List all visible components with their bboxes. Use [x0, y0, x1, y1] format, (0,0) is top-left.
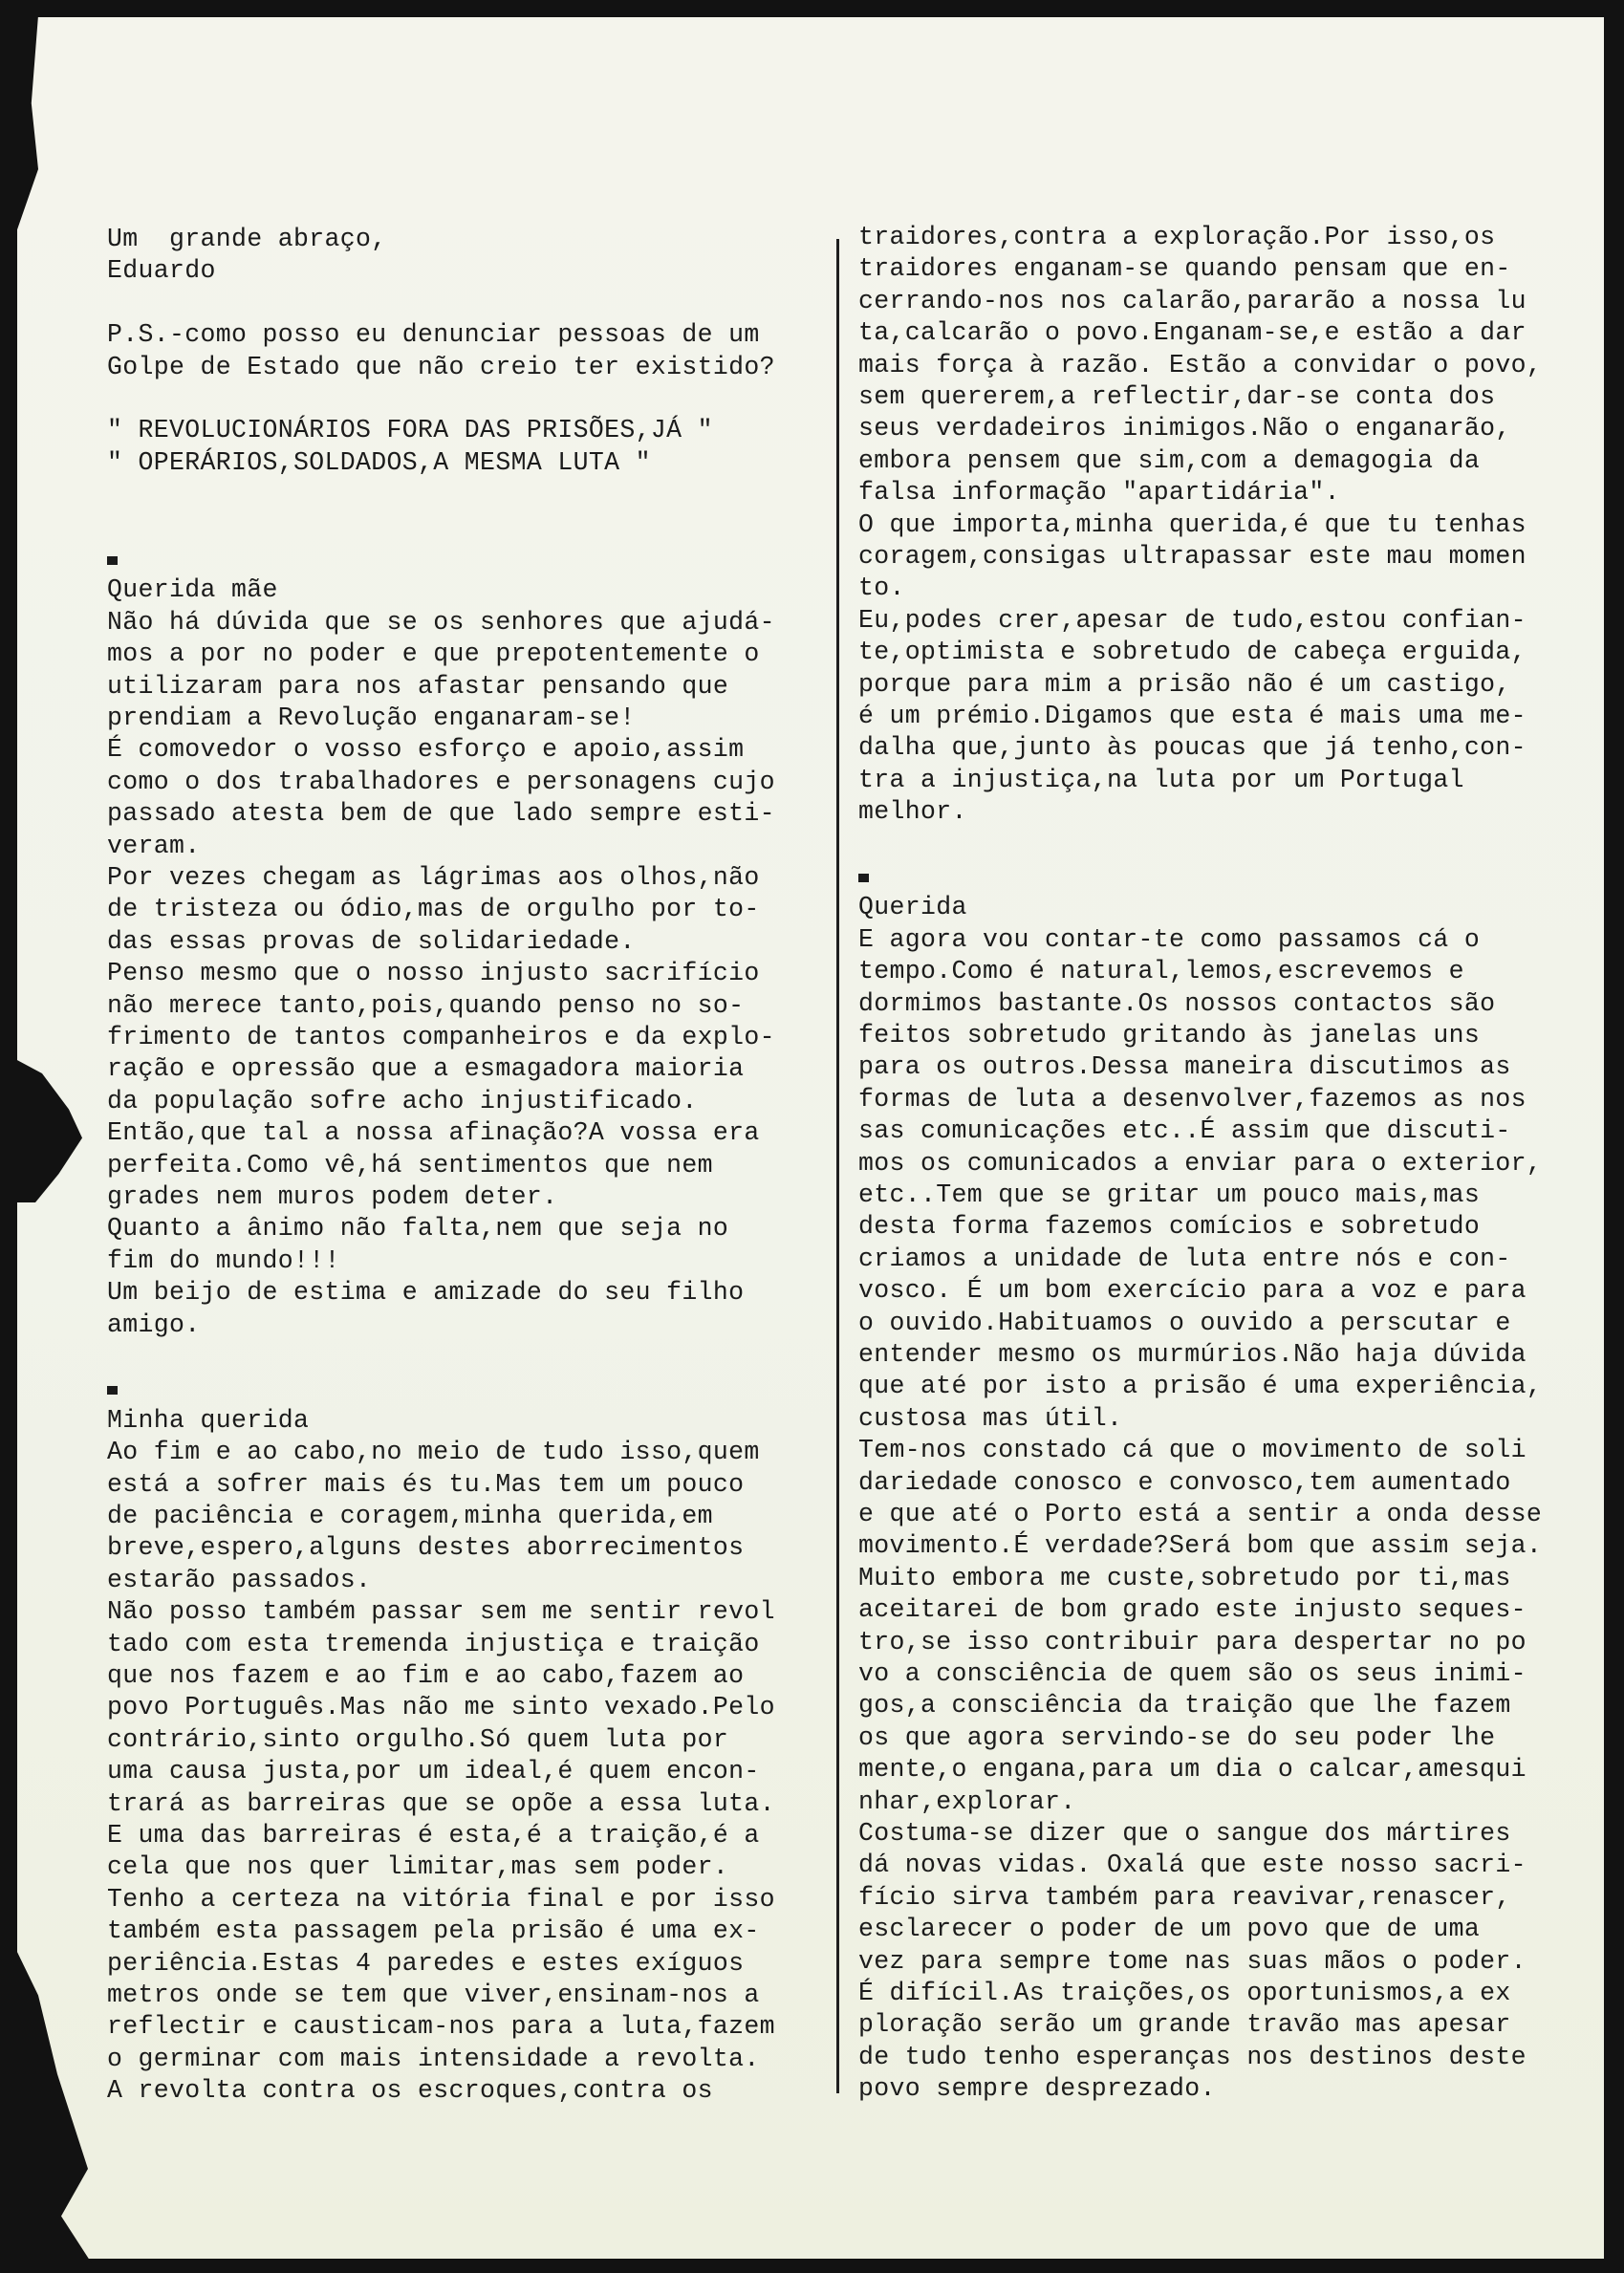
text-line: perfeita.Como vê,há sentimentos que nem [107, 1150, 713, 1180]
text-line: tempo.Como é natural,lemos,escrevemos e [858, 957, 1464, 986]
text-line: utilizaram para nos afastar pensando que [107, 671, 729, 701]
text-line: vez para sempre tome nas suas mãos o poder. [858, 1946, 1527, 1976]
text-line: A revolta contra os escroques,contra os [107, 2076, 713, 2106]
text-line: como o dos trabalhadores e personagens cujo [107, 767, 775, 796]
text-line: ração e opressão que a esmagadora maioria [107, 1054, 745, 1084]
text-line: seus verdadeiros inimigos.Não o enganarão, [858, 414, 1511, 444]
torn-edge-left-middle [15, 1059, 82, 1202]
text-line: de tudo tenho esperanças nos destinos deste [858, 2042, 1527, 2071]
text-line: o germinar com mais intensidade a revolta. [107, 2044, 760, 2073]
text-line: estarão passados. [107, 1565, 372, 1594]
text-line: de paciência e coragem,minha querida,em [107, 1502, 713, 1530]
text-line: desta forma fazemos comícios e sobretudo [858, 1212, 1481, 1242]
text-line: Então,que tal a nossa afinação?A vossa era [107, 1118, 760, 1148]
text-line: periência.Estas 4 paredes e estes exíguos [107, 1948, 745, 1978]
text-line: formas de luta a desenvolver,fazemos as nos [858, 1084, 1527, 1114]
text-line: para os outros.Dessa maneira discutimos as [858, 1052, 1511, 1082]
text-line: É difícil.As traições,os oportunismos,a ex [858, 1979, 1511, 2007]
text-line: coragem,consigas ultrapassar este mau momen [858, 542, 1527, 571]
text-line: " OPERÁRIOS,SOLDADOS,A MESMA LUTA " [107, 447, 651, 477]
text-line: movimento.É verdade?Será bom que assim seja. [858, 1531, 1543, 1561]
text-line: Tenho a certeza na vitória final e por isso [107, 1884, 775, 1914]
text-line: Querida mãe [107, 575, 278, 605]
section-bullet [107, 1386, 118, 1395]
text-line: Golpe de Estado que não creio ter existido? [107, 352, 775, 381]
text-line: cela que nos quer limitar,mas sem poder. [107, 1852, 729, 1882]
text-line: to. [858, 574, 905, 603]
text-line: ta,calcarão o povo.Enganam-se,e estão a dar [858, 318, 1527, 348]
text-line: Não há dúvida que se os senhores que ajudá- [107, 607, 775, 637]
text-line: feitos sobretudo gritando às janelas uns [858, 1021, 1481, 1050]
text-line: tado com esta tremenda injustiça e traição [107, 1629, 760, 1658]
text-line: os que agora servindo-se do seu poder lhe [858, 1722, 1496, 1752]
text-line: Querida [858, 893, 967, 922]
text-line: Penso mesmo que o nosso injusto sacrifício [107, 959, 760, 988]
text-line: melhor. [858, 797, 967, 827]
text-line: entender mesmo os murmúrios.Não haja dúvida [858, 1340, 1527, 1369]
text-line: uma causa justa,por um ideal,é quem encon- [107, 1757, 760, 1786]
text-line: trará as barreiras que se opõe a essa luta. [107, 1788, 775, 1818]
text-line: que até por isto a prisão é uma experiência, [858, 1372, 1543, 1401]
text-line: Por vezes chegam as lágrimas aos olhos,não [107, 863, 760, 892]
text-line: É comovedor o vosso esforço e apoio,assim [107, 735, 745, 765]
text-line: vosco. É um bom exercício para a voz e para [858, 1276, 1527, 1306]
text-line: mais força à razão. Estão a convidar o povo, [858, 350, 1543, 379]
text-line: dá novas vidas. Oxalá que este nosso sacri- [858, 1851, 1527, 1880]
text-line: veram. [107, 831, 201, 860]
text-line: E uma das barreiras é esta,é a traição,é a [107, 1821, 760, 1850]
text-line: Um grande abraço, [107, 225, 387, 253]
text-line: embora pensem que sim,com a demagogia da [858, 445, 1481, 475]
text-line: tra a injustiça,na luta por um Portugal [858, 765, 1464, 794]
text-line: Não posso também passar sem me sentir revol [107, 1597, 775, 1627]
text-line: Muito embora me custe,sobretudo por ti,mas [858, 1563, 1511, 1592]
text-line: reflectir e causticam-nos para a luta,fazem [107, 2012, 775, 2042]
text-line: está a sofrer mais és tu.Mas tem um pouco [107, 1469, 745, 1499]
text-line: metros onde se tem que viver,ensinam-nos a [107, 1981, 760, 2009]
text-line: o ouvido.Habituamos o ouvido a perscutar e [858, 1308, 1511, 1337]
text-line: tro,se isso contribuir para despertar no po [858, 1627, 1527, 1656]
text-line: dalha que,junto às poucas que já tenho,con- [858, 733, 1527, 763]
text-line: ploração serão um grande travão mas apesar [858, 2010, 1511, 2040]
text-line: amigo. [107, 1310, 201, 1339]
text-line: cerrando-nos nos calarão,pararão a nossa lu [858, 286, 1527, 315]
text-line: Costuma-se dizer que o sangue dos mártires [858, 1819, 1511, 1848]
text-line: e que até o Porto está a sentir a onda desse [858, 1500, 1543, 1528]
text-line: fim do mundo!!! [107, 1245, 340, 1275]
torn-edge-top-left [15, 15, 38, 235]
text-line: também esta passagem pela prisão é uma ex- [107, 1916, 760, 1946]
text-line: nhar,explorar. [858, 1786, 1076, 1816]
text-line: povo sempre desprezado. [858, 2074, 1216, 2104]
text-line: frimento de tantos companheiros e da explo- [107, 1023, 775, 1051]
text-line: dormimos bastante.Os nossos contactos são [858, 988, 1496, 1018]
text-line: gos,a consciência da traição que lhe fazem [858, 1691, 1511, 1721]
text-line: aceitarei de bom grado este injusto seques- [858, 1595, 1527, 1625]
text-line: passado atesta bem de que lado sempre esti- [107, 799, 775, 829]
column-divider [836, 239, 839, 2093]
text-line: vo a consciência de quem são os seus inimi- [858, 1659, 1527, 1688]
text-line: Um beijo de estima e amizade do seu filho [107, 1278, 745, 1308]
section-bullet [107, 556, 118, 565]
text-line: breve,espero,alguns destes aborrecimentos [107, 1533, 745, 1563]
text-line: te,optimista e sobretudo de cabeça erguida, [858, 638, 1527, 667]
text-line: etc..Tem que se gritar um pouco mais,mas [858, 1180, 1481, 1209]
text-line: Tem-nos constado cá que o movimento de soli [858, 1436, 1527, 1465]
text-line: mos os comunicados a enviar para o exterior, [858, 1148, 1543, 1178]
text-line: traidores enganam-se quando pensam que en- [858, 254, 1511, 284]
text-line: criamos a unidade de luta entre nós e con- [858, 1244, 1511, 1273]
text-line: traidores,contra a exploração.Por isso,os [858, 223, 1496, 251]
text-line: que nos fazem e ao fim e ao cabo,fazem ao [107, 1661, 745, 1690]
text-line: contrário,sinto orgulho.Só quem luta por [107, 1724, 729, 1754]
text-line: não merece tanto,pois,quando penso no so- [107, 990, 745, 1020]
text-line: Eu,podes crer,apesar de tudo,estou confian- [858, 605, 1527, 635]
text-line: P.S.-como posso eu denunciar pessoas de um [107, 320, 760, 350]
text-line: sem quererem,a reflectir,dar-se conta dos [858, 382, 1496, 411]
text-line: grades nem muros podem deter. [107, 1182, 558, 1211]
text-line: mos a por no poder e que prepotentemente o [107, 639, 760, 669]
text-line: prendiam a Revolução enganaram-se! [107, 704, 636, 732]
text-line: das essas provas de solidariedade. [107, 926, 636, 956]
text-line: é um prémio.Digamos que esta é mais uma me- [858, 702, 1527, 730]
text-line: porque para mim a prisão não é um castigo, [858, 669, 1511, 699]
text-line: Ao fim e ao cabo,no meio de tudo isso,quem [107, 1438, 760, 1467]
text-line: esclarecer o poder de um povo que de uma [858, 1915, 1481, 1944]
text-line: falsa informação "apartidária". [858, 478, 1340, 508]
text-line: O que importa,minha querida,é que tu tenhas [858, 509, 1527, 539]
text-line: Eduardo [107, 256, 216, 286]
text-line: de tristeza ou ódio,mas de orgulho por to- [107, 895, 760, 924]
text-line: mente,o engana,para um dia o calcar,amesqui [858, 1755, 1527, 1785]
text-line: Quanto a ânimo não falta,nem que seja no [107, 1214, 729, 1244]
text-line: " REVOLUCIONÁRIOS FORA DAS PRISÕES,JÁ " [107, 416, 713, 445]
section-bullet [858, 874, 869, 882]
text-line: sas comunicações etc..É assim que discuti- [858, 1116, 1511, 1146]
text-line: E agora vou contar-te como passamos cá o [858, 924, 1481, 954]
text-line: fício sirva também para reavivar,renascer, [858, 1882, 1511, 1912]
torn-edge-bottom-left [15, 1948, 92, 2263]
text-line: dariedade conosco e convosco,tem aumentado [858, 1467, 1511, 1497]
text-line: Minha querida [107, 1405, 310, 1435]
document-page [17, 17, 1604, 2259]
text-line: da população sofre acho injustificado. [107, 1086, 698, 1115]
text-line: povo Português.Mas não me sinto vexado.Pelo [107, 1693, 775, 1722]
text-line: custosa mas útil. [858, 1403, 1123, 1433]
